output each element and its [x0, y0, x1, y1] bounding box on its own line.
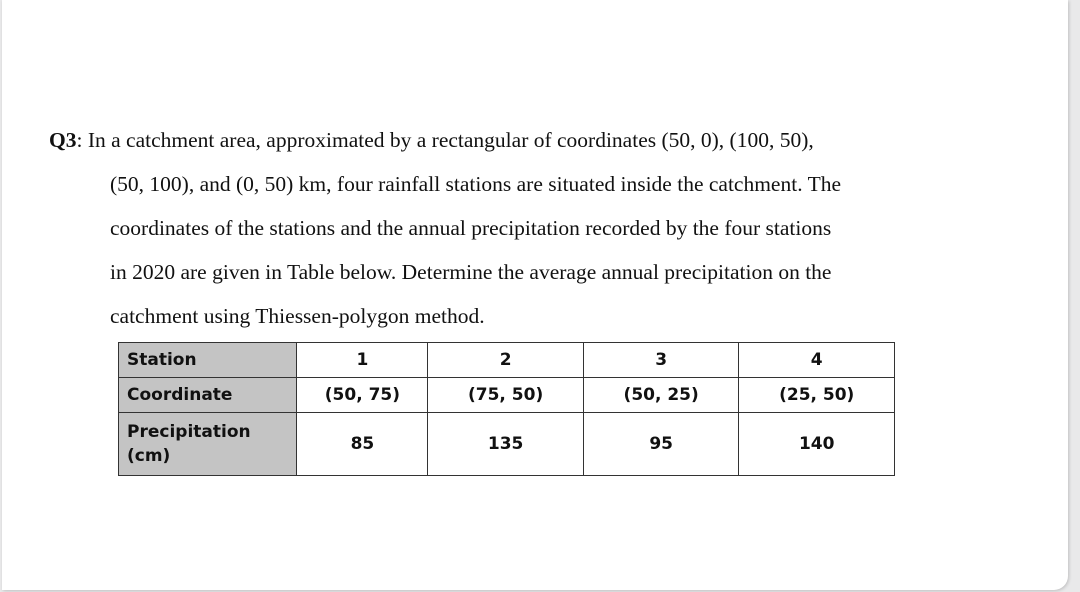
question-line-1 [49, 118, 979, 162]
coordinate-cell: (75, 50) [428, 378, 584, 413]
coordinate-cell: (50, 25) [583, 378, 739, 413]
row-header-precipitation: Precipitation (cm) [119, 413, 297, 476]
coordinate-cell: (50, 75) [297, 378, 428, 413]
question-line-3: coordinates of the stations and the annual precipitation recorded by the four stations [110, 216, 832, 240]
table-row-precipitation [119, 413, 895, 476]
precipitation-cell: 140 [739, 413, 895, 476]
question-line-1-text: : In a catchment area, approximated by a rectangular of coordinates (50, 0), (100, 50), [76, 128, 814, 152]
document-page [2, 0, 1068, 590]
row-header-station: Station [119, 343, 297, 378]
question-label: Q3 [49, 128, 77, 152]
precipitation-cell: 85 [297, 413, 428, 476]
precipitation-cell: 135 [428, 413, 584, 476]
station-cell: 3 [583, 343, 739, 378]
precipitation-cell: 95 [583, 413, 739, 476]
table-row-coordinate [119, 378, 895, 413]
table-row-station [119, 343, 895, 378]
question-line-5: catchment using Thiessen-polygon method. [110, 304, 485, 328]
station-cell: 4 [739, 343, 895, 378]
row-header-coordinate: Coordinate [119, 378, 297, 413]
question-line-4: in 2020 are given in Table below. Determine the average annual precipitation on the [110, 260, 832, 284]
question-text [49, 118, 979, 338]
coordinate-cell: (25, 50) [739, 378, 895, 413]
station-cell: 1 [297, 343, 428, 378]
station-data-table [118, 342, 895, 476]
question-line-2: (50, 100), and (0, 50) km, four rainfall stations are situated inside the catchment. The [110, 172, 841, 196]
station-cell: 2 [428, 343, 584, 378]
